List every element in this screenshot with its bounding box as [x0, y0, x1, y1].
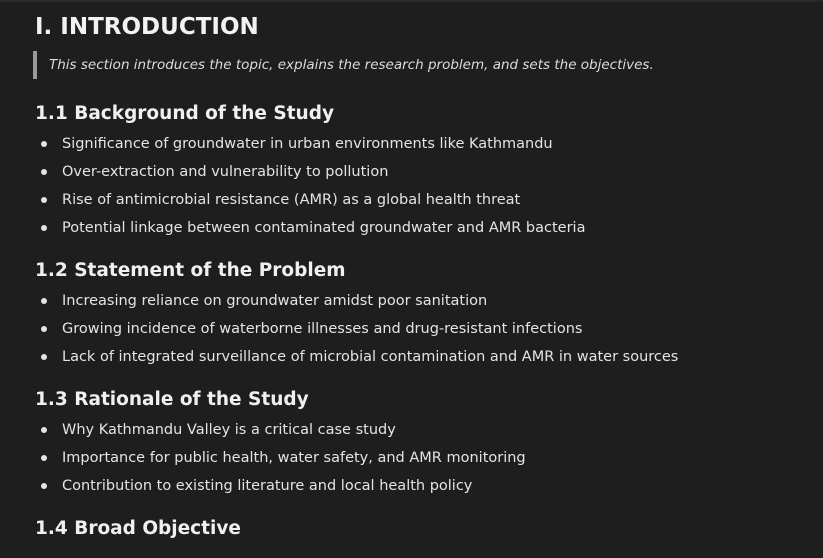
bullet-list	[35, 416, 815, 500]
section-heading: 1.2 Statement of the Problem	[35, 260, 346, 281]
intro-blockquote	[33, 51, 815, 79]
list-item: Rise of antimicrobial resistance (AMR) as a global health threat	[35, 186, 815, 214]
section-heading: 1.3 Rationale of the Study	[35, 389, 309, 410]
section-broad-objective	[35, 517, 815, 541]
list-item: Potential linkage between contaminated groundwater and AMR bacteria	[35, 214, 815, 242]
list-item: Growing incidence of waterborne illnesses and drug-resistant infections	[35, 315, 815, 343]
section-background	[35, 102, 815, 242]
section-heading: 1.4 Broad Objective	[35, 518, 241, 539]
list-item: Increasing reliance on groundwater amidst poor sanitation	[35, 287, 815, 315]
section-heading: 1.1 Background of the Study	[35, 103, 335, 124]
list-item: Over-extraction and vulnerability to pollution	[35, 158, 815, 186]
bullet-list	[35, 287, 815, 371]
top-divider	[0, 0, 823, 2]
intro-note-text: This section introduces the topic, explains the research problem, and sets the objectives.	[49, 57, 654, 73]
page-title: I. INTRODUCTION	[35, 14, 259, 40]
list-item: Lack of integrated surveillance of microbial contamination and AMR in water sources	[35, 343, 815, 371]
list-item: Importance for public health, water safety, and AMR monitoring	[35, 444, 815, 472]
list-item: Contribution to existing literature and local health policy	[35, 472, 815, 500]
section-problem-statement	[35, 259, 815, 371]
section-rationale	[35, 388, 815, 500]
document-body	[35, 12, 815, 541]
list-item: Why Kathmandu Valley is a critical case study	[35, 416, 815, 444]
list-item: Significance of groundwater in urban environments like Kathmandu	[35, 130, 815, 158]
bullet-list	[35, 130, 815, 242]
